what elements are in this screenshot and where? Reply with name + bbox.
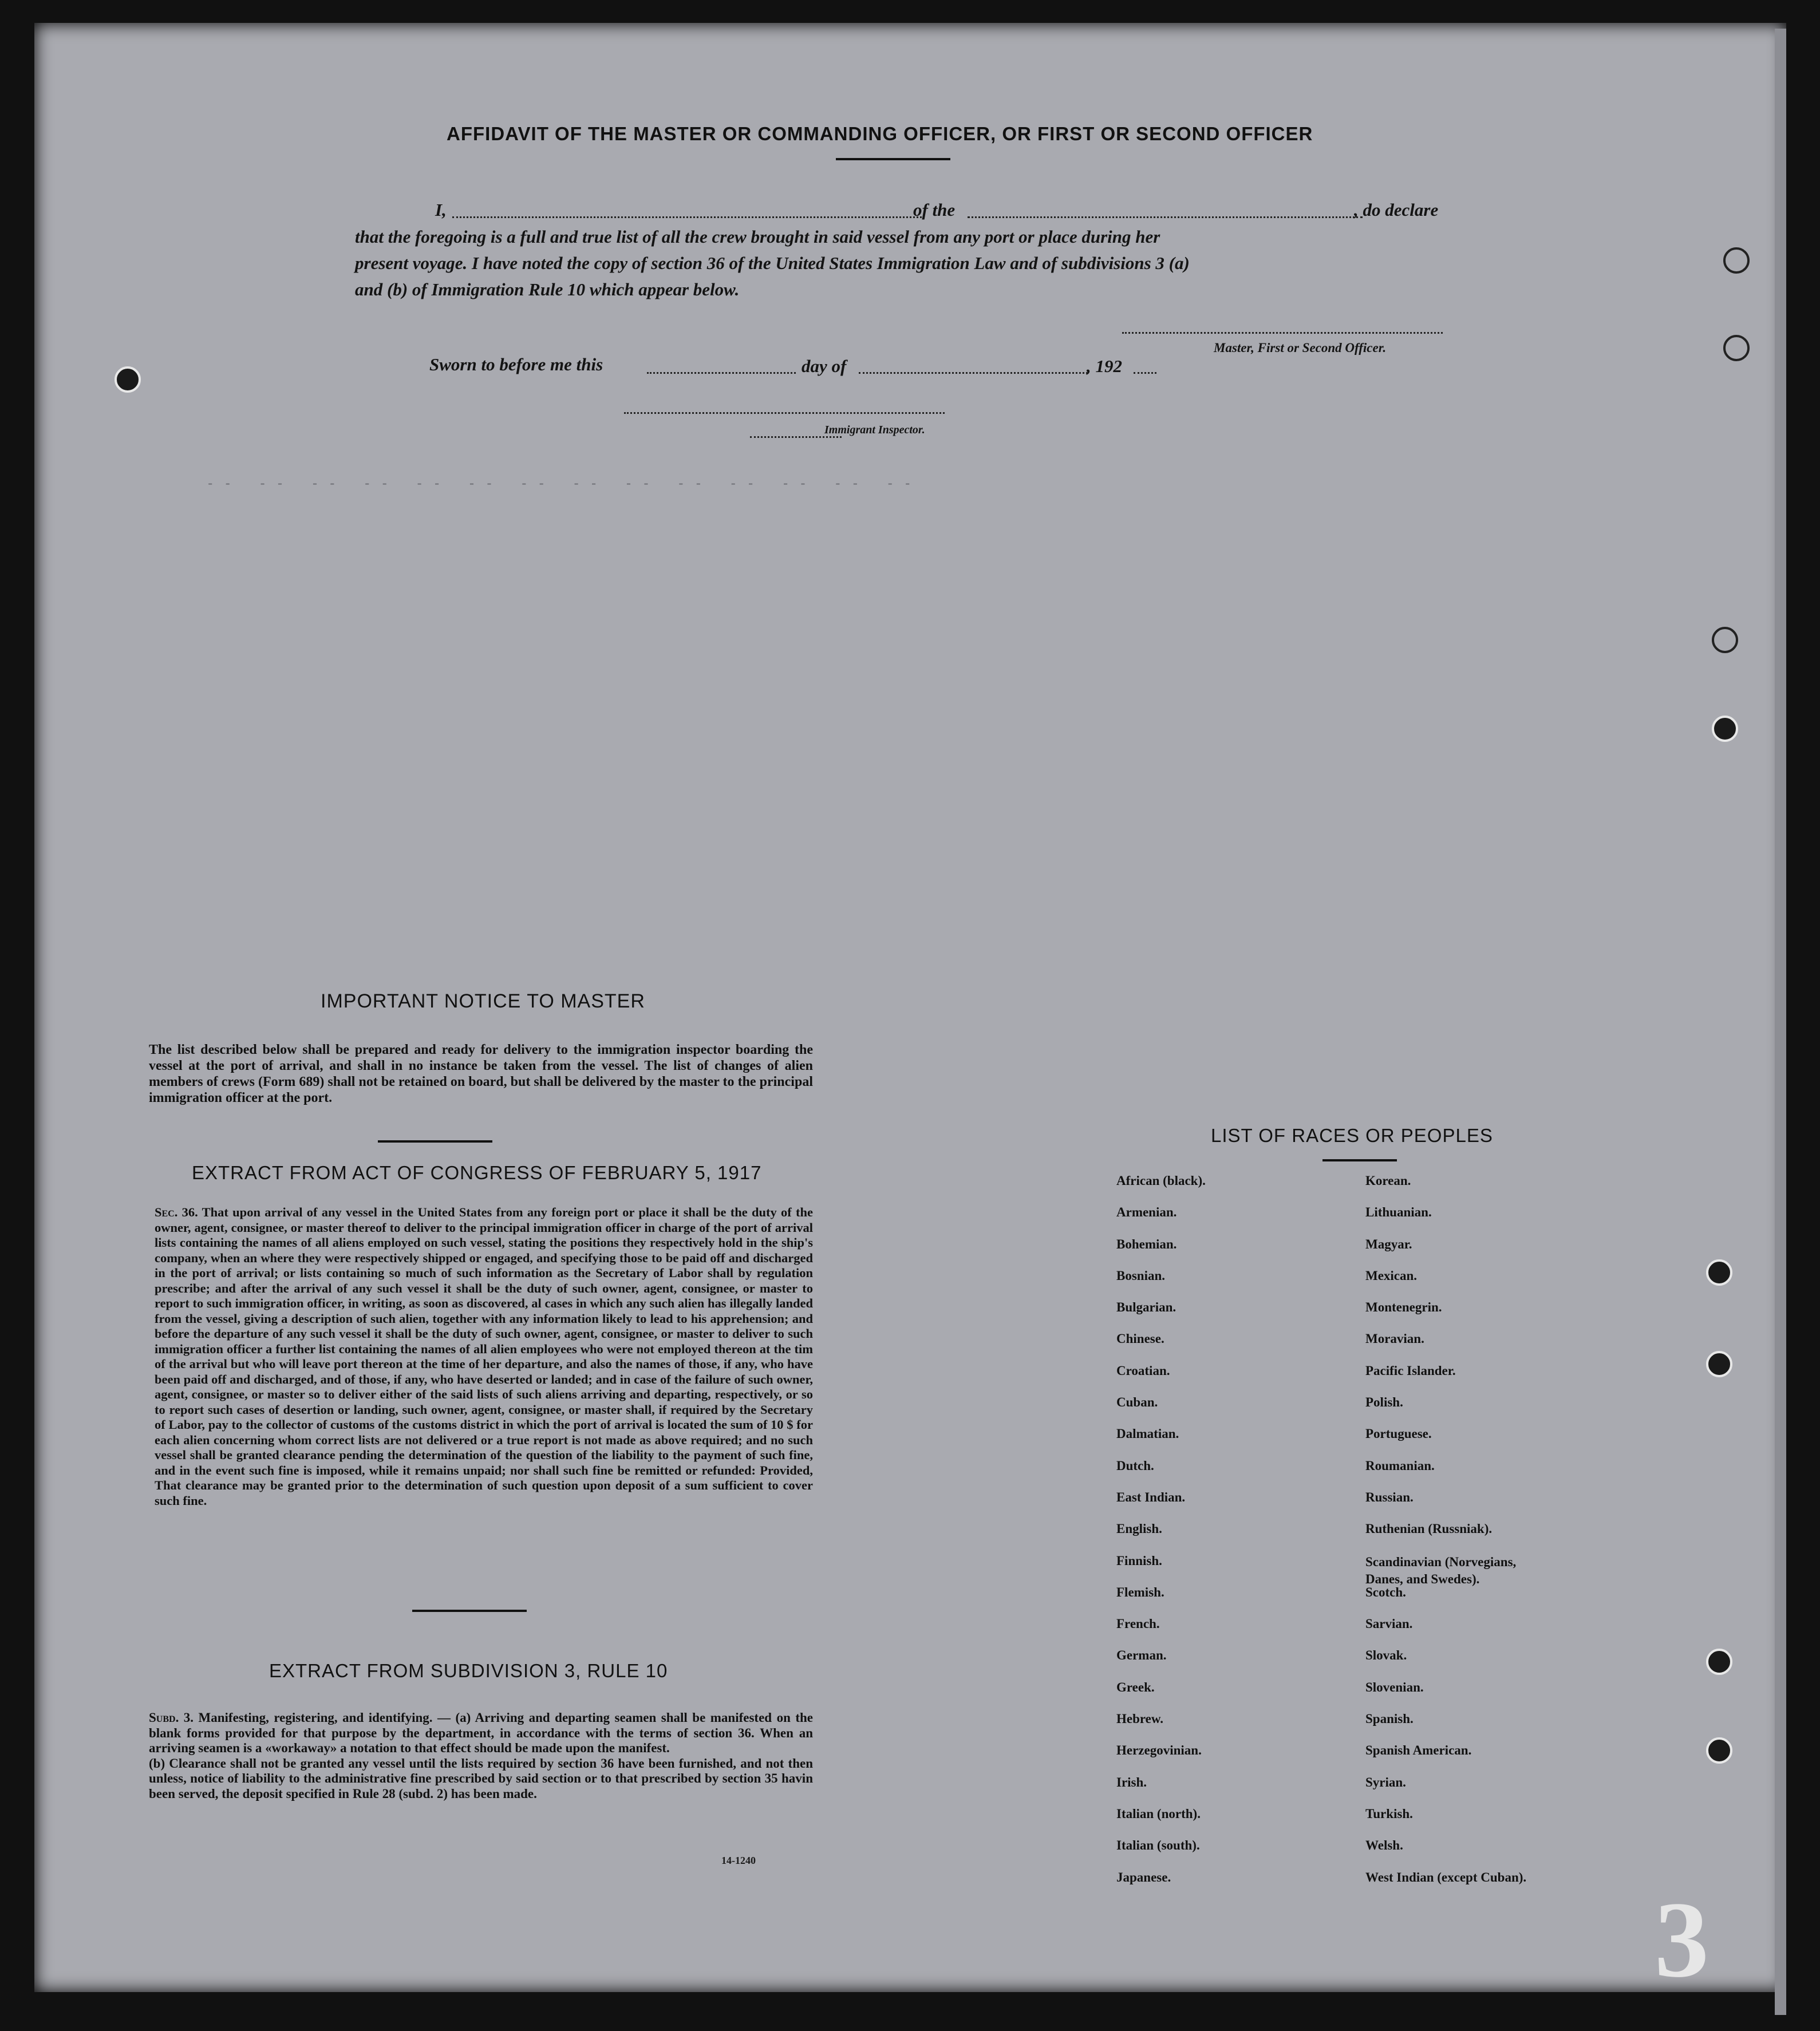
year-label: , 192 [1087, 356, 1122, 376]
race-item: Spanish American. [1365, 1743, 1472, 1758]
form-number: 14-1240 [721, 1855, 756, 1866]
race-item: Turkish. [1365, 1806, 1413, 1821]
divider [836, 158, 950, 160]
race-item: Italian (north). [1116, 1806, 1201, 1821]
race-item: Herzegovinian. [1116, 1743, 1202, 1758]
affidavit-line-3: and (b) of Immigration Rule 10 which appear below. [355, 279, 740, 299]
race-item: Bosnian. [1116, 1268, 1166, 1283]
name-field[interactable] [452, 216, 922, 218]
i-label: I, [435, 200, 447, 220]
race-item: French. [1116, 1617, 1160, 1631]
race-item: Montenegrin. [1365, 1300, 1442, 1315]
race-item: East Indian. [1116, 1489, 1186, 1504]
races-title: LIST OF RACES OR PEOPLES [1211, 1125, 1493, 1146]
race-item: German. [1116, 1648, 1167, 1663]
race-item: Mexican. [1365, 1268, 1418, 1283]
race-item: Greek. [1116, 1680, 1155, 1694]
inspector-label: Immigrant Inspector. [824, 424, 925, 436]
rule-extract-text-a: Manifesting, registering, and identifying. — (a) Arriving and departing seamen shall be manifested on the blank forms provided for that purpose by the department, in accordance with the terms of section 36. When an arriving seamen is a «workaway» a notation to that effect should be made upon the manifest. [149, 1710, 813, 1755]
vessel-field[interactable] [968, 216, 1363, 218]
punch-hole [1706, 1351, 1732, 1377]
race-item: Welsh. [1365, 1838, 1403, 1853]
race-item: Dutch. [1116, 1458, 1154, 1473]
punch-hole [1723, 335, 1750, 361]
race-item: Ruthenian (Russniak). [1365, 1522, 1493, 1536]
race-item: Lithuanian. [1365, 1205, 1432, 1220]
race-item: Sarvian. [1365, 1617, 1413, 1631]
race-item: Magyar. [1365, 1236, 1412, 1251]
race-item: Hebrew. [1116, 1712, 1163, 1726]
day-of-label: day of [802, 356, 847, 376]
punch-hole [1706, 1259, 1732, 1286]
do-declare-label: , do declare [1354, 200, 1439, 220]
race-item: Armenian. [1116, 1205, 1177, 1220]
divider [378, 1140, 492, 1143]
races-left-column [1116, 1173, 1206, 1902]
race-item: Slovak. [1365, 1648, 1407, 1663]
punch-hole [1712, 627, 1738, 653]
affidavit-line-1: that the foregoing is a full and true list of all the crew brought in said vessel from any port or place during her [355, 227, 1160, 247]
affidavit-title: AFFIDAVIT OF THE MASTER OR COMMANDING OFFICER, OR FIRST OR SECOND OFFICER [447, 123, 1313, 144]
race-item: Spanish. [1365, 1712, 1414, 1726]
of-the-label: of the [913, 200, 956, 220]
race-item: Bohemian. [1116, 1236, 1177, 1251]
act-extract-title: EXTRACT FROM ACT OF CONGRESS OF FEBRUARY 5, 1917 [192, 1162, 762, 1183]
page-number: 3 [1655, 1880, 1709, 2000]
punch-hole [1706, 1649, 1732, 1675]
race-item: Finnish. [1116, 1553, 1162, 1568]
race-item: Russian. [1365, 1489, 1414, 1504]
sworn-year-field[interactable] [1134, 372, 1156, 374]
race-item: Syrian. [1365, 1775, 1406, 1789]
rule-extract-text-b: (b) Clearance shall not be granted any vessel until the lists required by section 36 have been furnished, and not then unless, notice of liability to the administrative fine prescribed by said section or to that prescribed by section 35 havin been served, the deposit specified in Rule 28 (subd. 2) has been made. [149, 1756, 813, 1801]
punch-hole [1723, 247, 1750, 274]
document-sheet [34, 23, 1786, 1992]
races-right-column [1365, 1173, 1526, 1902]
inspector-signature-field[interactable] [624, 412, 945, 414]
sworn-month-field[interactable] [859, 372, 1088, 374]
act-extract-text: That upon arrival of any vessel in the United States from any foreign port or place it shall be the duty of the owner, agent, consignee, or master thereof to deliver to the principal immigration officer in charge of the port of arrival lists containing the names of all aliens employed on such vessel, stating the positions they respectively hold in the ship's company, when an where they were respectively shipped or engaged, and specifying those to be paid off and discharged in the port of arrival; or lists containing so much of such information as the Secretary of Labor shall by regulation prescribe; and after the arrival of any such vessel it shall be the duty of such owner, agent, consignee, or master to report to such immigration officer, in writing, as soon as discovered, al cases in which any such alien has illegally landed from the vessel, giving a description of such alien, together with any information likely to lead to his apprehension; and before the departure of any such vessel it shall be the duty of such owner, agent, consignee, or master to deliver to such immigration officer a further list containing the names of all alien employees who were not employed thereon at the tim of the arrival but who will leave port thereon at the time of her departure, and also the names of those, if any, who have been paid off and discharged, and of those, if any, who have deserted or landed; and in case of the failure of such owner, agent, consignee, or master so to deliver either of the said lists of such aliens arriving and departing, respectively, or so to report such cases of desertion or landing, such owner, agent, consignee, or master shall, if required by the Secretary of Labor, pay to the collector of customs of the customs district in which the port of arrival is located the sum of 10 $ for each alien concerning whom correct lists are not delivered or a true report is not made as above required; and no such vessel shall be granted clearance pending the determination of the question of the liability to the payment of such fine, and in the event such fine is imposed, while it remains unpaid; nor shall such fine be remitted or refunded: Provided, That clearance may be granted prior to the determination of such question upon deposit of a sum sufficient to cover such fine. [155, 1205, 814, 1508]
race-item: Scandinavian (Norvegians, Danes, and Swedes). [1365, 1554, 1517, 1586]
race-item: Bulgarian. [1116, 1300, 1177, 1315]
divider [412, 1610, 527, 1612]
race-item: African (black). [1116, 1173, 1206, 1188]
notice-title: IMPORTANT NOTICE TO MASTER [321, 990, 645, 1012]
race-item: English. [1116, 1522, 1162, 1536]
act-extract-body [155, 1205, 813, 1508]
divider [1322, 1159, 1397, 1161]
race-item: Chinese. [1116, 1331, 1164, 1346]
race-item: Portuguese. [1365, 1427, 1432, 1441]
notice-body: The list described below shall be prepared and ready for delivery to the immigration inspector boarding the vessel at the port of arrival, and shall in no instance be taken from the vessel. The list of changes of alien members of crews (Form 689) shall not be retained on board, but shall be delivered by the master to the principal immigration officer at the port. [149, 1042, 813, 1105]
sworn-label: Sworn to before me this [429, 354, 603, 374]
punch-hole [115, 366, 141, 393]
master-signature-label: Master, First or Second Officer. [1214, 341, 1387, 355]
rule-extract-lead: Subd. 3. [149, 1710, 194, 1725]
race-item: Scotch. [1365, 1585, 1406, 1599]
punch-hole [1706, 1737, 1732, 1764]
race-item: Pacific Islander. [1365, 1363, 1456, 1378]
race-item: Italian (south). [1116, 1838, 1200, 1853]
race-item: Roumanian. [1365, 1458, 1435, 1473]
race-item: Flemish. [1116, 1585, 1164, 1599]
race-item: Cuban. [1116, 1395, 1158, 1410]
master-signature-field[interactable] [1122, 332, 1443, 334]
affidavit-line-2: present voyage. I have noted the copy of section 36 of the United States Immigration Law and of subdivisions 3 (a) [355, 253, 1190, 273]
act-extract-lead: Sec. 36. [155, 1205, 198, 1219]
race-item: Polish. [1365, 1395, 1403, 1410]
race-item: Croatian. [1116, 1363, 1170, 1378]
race-item: Irish. [1116, 1775, 1147, 1789]
rule-extract-body [149, 1710, 813, 1801]
race-item: West Indian (except Cuban). [1365, 1870, 1527, 1884]
race-item: Moravian. [1365, 1331, 1424, 1346]
rule-extract-title: EXTRACT FROM SUBDIVISION 3, RULE 10 [269, 1660, 668, 1681]
sheet-edge [1775, 29, 1786, 2015]
punch-hole [1712, 716, 1738, 742]
bleed-through-marks: -- -- -- -- -- -- -- -- -- -- -- -- -- -- [206, 475, 921, 491]
race-item: Dalmatian. [1116, 1427, 1179, 1441]
race-item: Korean. [1365, 1173, 1411, 1188]
sworn-day-field[interactable] [647, 372, 796, 374]
race-item: Japanese. [1116, 1870, 1171, 1884]
race-item: Slovenian. [1365, 1680, 1424, 1694]
